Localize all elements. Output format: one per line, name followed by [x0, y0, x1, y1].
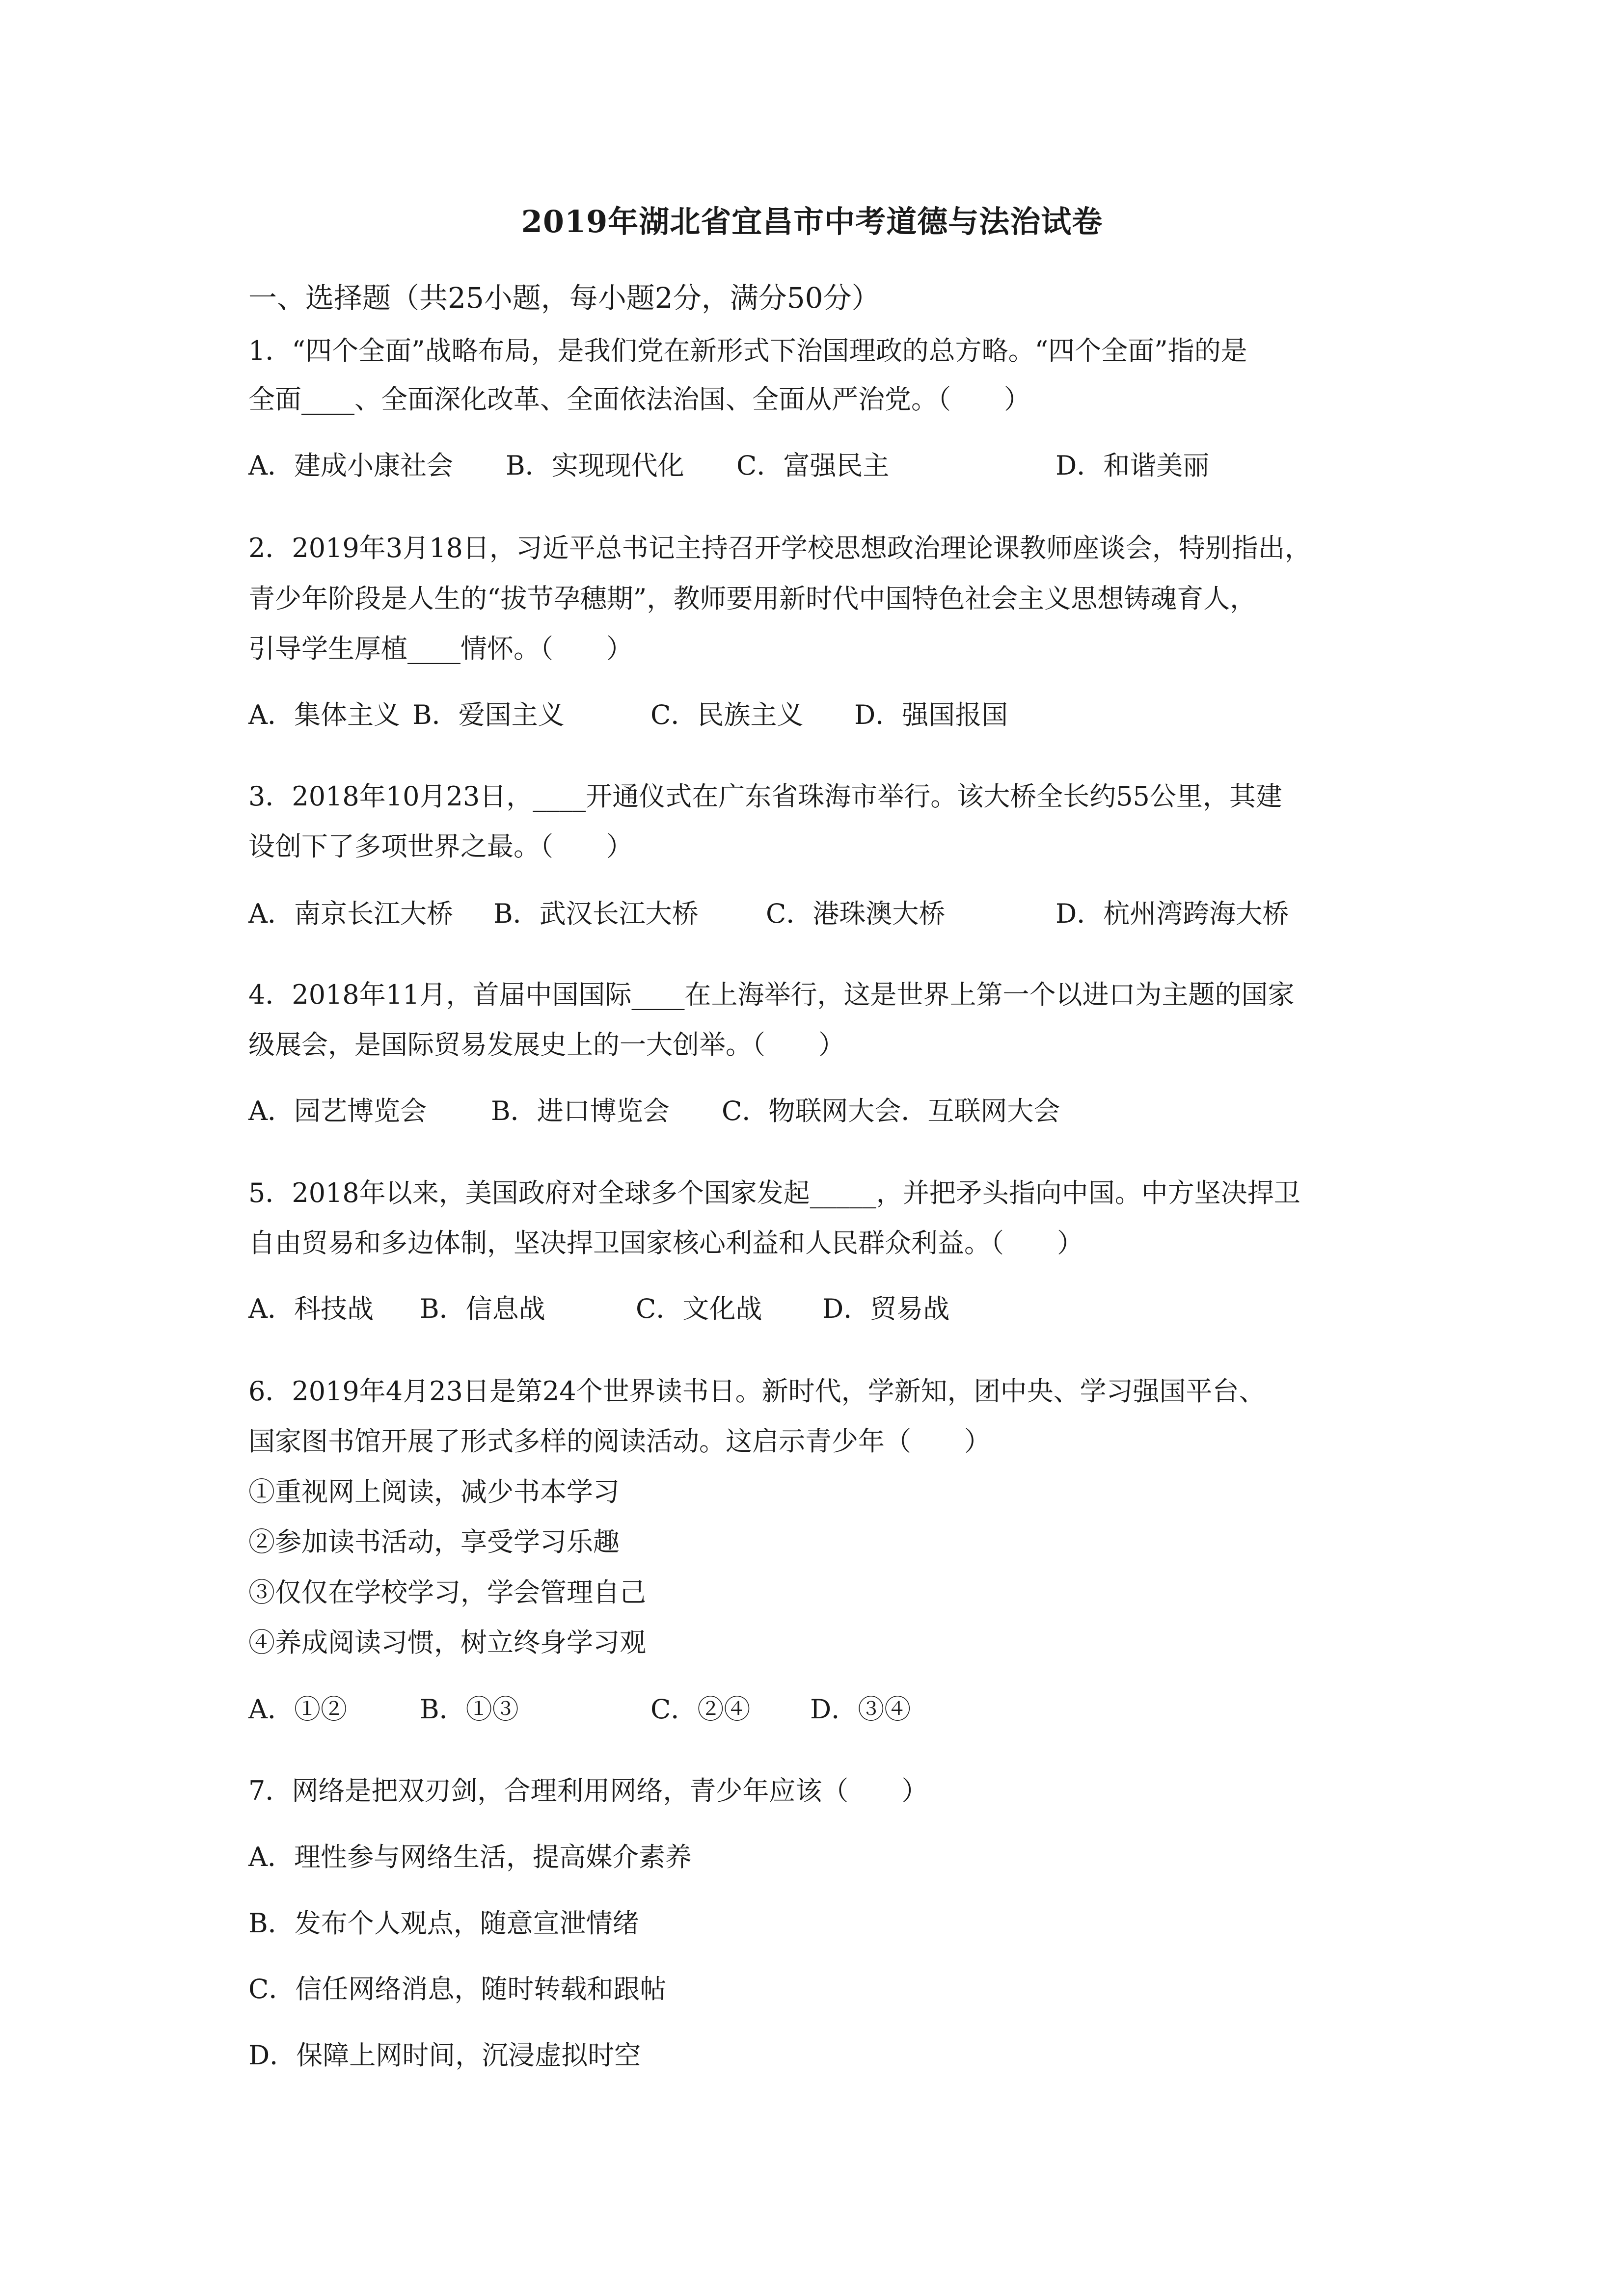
question-6-line-2: 国家图书馆开展了形式多样的阅读活动。这启示青少年（ ） — [248, 1426, 991, 1457]
question-2-line-2: 青少年阶段是人生的“拔节孕穗期”，教师要用新时代中国特色社会主义思想铸魂育人， — [248, 583, 1257, 614]
question-5-option-b: B．信息战 — [420, 1293, 545, 1324]
question-6-option-b: B．①③ — [420, 1694, 519, 1725]
section-heading: 一、选择题（共25小题，每小题2分，满分50分） — [248, 281, 880, 315]
question-5-line-2: 自由贸易和多边体制，坚决捍卫国家核心利益和人民群众利益。（ ） — [248, 1228, 1083, 1258]
question-3-option-a: A．南京长江大桥 — [248, 898, 453, 929]
question-1-option-d: D．和谐美丽 — [1056, 450, 1210, 481]
question-6-statement-1: ①重视网上阅读，减少书本学习 — [248, 1476, 620, 1507]
question-1-option-c: C．富强民主 — [736, 450, 890, 481]
question-1-option-b: B．实现现代化 — [506, 450, 684, 481]
page-title: 2019年湖北省宜昌市中考道德与法治试卷 — [521, 204, 1103, 240]
question-4-option-c: C．物联网大会．互联网大会 — [722, 1095, 1060, 1126]
question-1-option-a: A．建成小康社会 — [248, 450, 453, 481]
question-6-statement-3: ③仅仅在学校学习，学会管理自己 — [248, 1577, 646, 1608]
question-6-statement-2: ②参加读书活动，享受学习乐趣 — [248, 1526, 620, 1557]
question-3-line-1: 3．2018年10月23日，____开通仪式在广东省珠海市举行。该大桥全长约55公里，其建 — [248, 781, 1282, 812]
question-2-option-d: D．强国报国 — [854, 699, 1008, 730]
question-1-line-1: 1．“四个全面”战略布局，是我们党在新形式下治国理政的总方略。“四个全面”指的是 — [248, 335, 1247, 366]
question-2-line-3: 引导学生厚植____情怀。（ ） — [248, 633, 633, 664]
question-5-option-c: C．文化战 — [636, 1293, 762, 1324]
question-7-option-d: D．保障上网时间，沉浸虚拟时空 — [248, 2040, 641, 2071]
question-6-option-c: C．②④ — [650, 1694, 751, 1725]
question-5-option-a: A．科技战 — [248, 1293, 374, 1324]
question-6-statement-4: ④养成阅读习惯，树立终身学习观 — [248, 1627, 646, 1658]
question-2-option-c: C．民族主义 — [650, 699, 804, 730]
question-4-line-1: 4．2018年11月，首届中国国际____在上海举行，这是世界上第一个以进口为主题的国家 — [248, 979, 1295, 1010]
question-4-option-a: A．园艺博览会 — [248, 1095, 427, 1126]
question-3-line-2: 设创下了多项世界之最。（ ） — [248, 831, 633, 862]
question-5-line-1: 5．2018年以来，美国政府对全球多个国家发起_____，并把矛头指向中国。中方坚决捍卫 — [248, 1177, 1300, 1208]
question-2-option-b: B．爱国主义 — [412, 699, 565, 730]
question-4-line-2: 级展会，是国际贸易发展史上的一大创举。（ ） — [248, 1029, 845, 1060]
question-2-line-1: 2．2019年3月18日，习近平总书记主持召开学校思想政治理论课教师座谈会，特别指出， — [248, 533, 1311, 563]
question-6-option-d: D．③④ — [810, 1694, 911, 1725]
question-7-option-a: A．理性参与网络生活，提高媒介素养 — [248, 1842, 692, 1872]
question-3-option-b: B．武汉长江大桥 — [493, 898, 699, 929]
question-7-line-1: 7．网络是把双刃剑，合理利用网络，青少年应该（ ） — [248, 1775, 928, 1806]
question-3-option-c: C．港珠澳大桥 — [766, 898, 946, 929]
question-3-option-d: D．杭州湾跨海大桥 — [1056, 898, 1289, 929]
question-4-option-b: B．进口博览会 — [491, 1095, 670, 1126]
question-6-line-1: 6．2019年4月23日是第24个世界读书日。新时代，学新知，团中央、学习强国平台、 — [248, 1376, 1266, 1407]
question-1-line-2: 全面____、全面深化改革、全面依法治国、全面从严治党。（ ） — [248, 384, 1030, 415]
question-5-option-d: D．贸易战 — [822, 1293, 950, 1324]
question-2-option-a: A．集体主义 — [248, 699, 400, 730]
question-7-option-c: C．信任网络消息，随时转载和跟帖 — [248, 1974, 667, 2004]
question-7-option-b: B．发布个人观点，随意宣泄情绪 — [248, 1908, 639, 1939]
question-6-option-a: A．①② — [248, 1694, 347, 1725]
